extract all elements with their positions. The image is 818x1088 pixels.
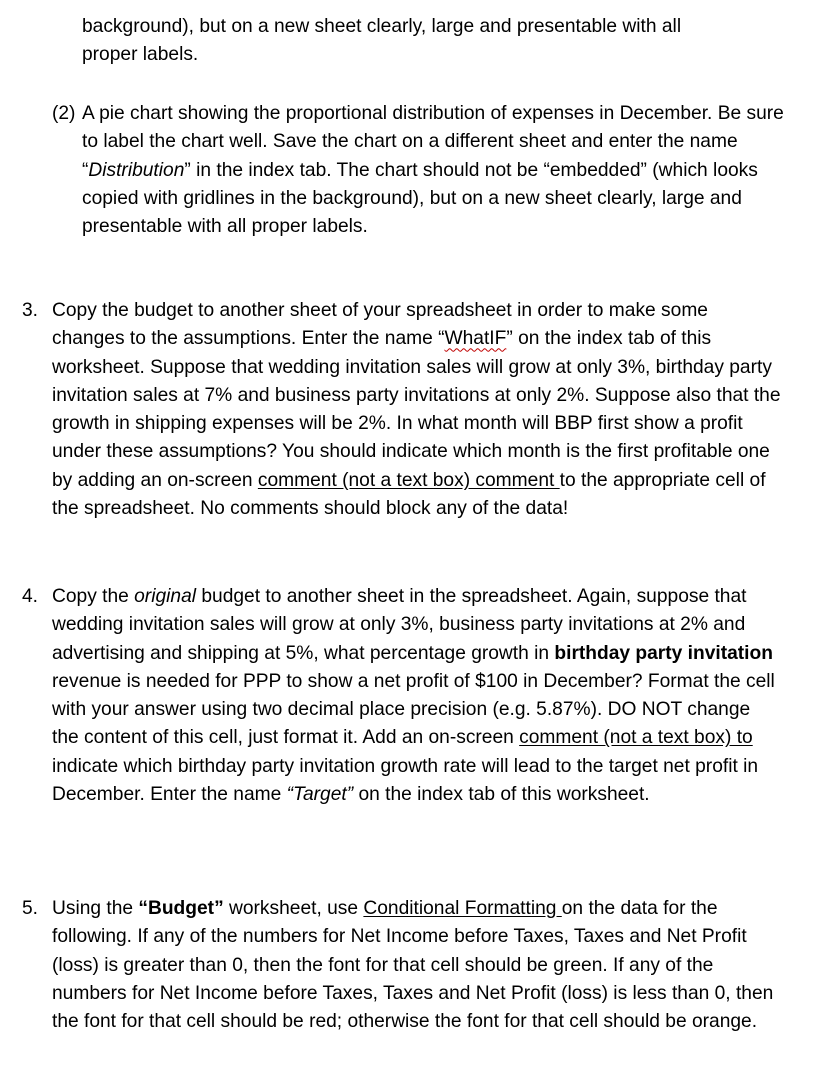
item-number: 4. bbox=[22, 586, 39, 607]
item3-text-1: Copy the budget to another sheet of your spreadsheet in order to make some changes to the assumptions. Enter the name “ bbox=[52, 300, 708, 350]
item5-text-3: on the data for the following. If any of the numbers for Net Income before Taxes, Taxes and Net Profit (loss) is greater than 0, then the font for that cell should be green. If any of the numbers for Net Income before Taxes, Taxes and Net Profit (loss) is less than 0, then the font for that cell should be red; otherwise the font for that cell should be orange. bbox=[52, 898, 774, 1033]
item-number: 5. bbox=[22, 898, 39, 919]
item4-text-1: Copy the bbox=[52, 586, 135, 607]
conditional-formatting-underlined: Conditional Formatting bbox=[363, 898, 562, 919]
item4-text-2: budget to another sheet in the spreadsheet. Again, suppose that wedding invitation sales will grow at only 3%, business party invitations at 2% and advertising and shipping at 5%, what percentage growth in bbox=[52, 586, 747, 664]
item5-text-2: worksheet, use bbox=[223, 898, 364, 919]
list-item-5 bbox=[22, 895, 782, 1036]
subitem-2 bbox=[52, 100, 792, 241]
item4-text-4: indicate which birthday party invitation growth rate will lead to the target net profit in December. Enter the name bbox=[52, 755, 759, 806]
item-body bbox=[22, 583, 782, 809]
list-item-3 bbox=[22, 297, 782, 523]
whatif-name: WhatIF bbox=[444, 328, 507, 350]
subitem-text-2: ” in the index tab. The chart should not be “embedded” (which looks copied with gridlines in the background), but on a new sheet clearly, large and presentable with all proper labels. bbox=[82, 159, 758, 238]
item3-text-2: ” on the index tab of this worksheet. Suppose that wedding invitation sales will grow at only 3%, birthday party invitation sales at 7% and business party invitations at only 2%. Suppose also that the growth in shipping expenses will be 2%. In what month will BBP first show a profit under these assumptions? You should indicate which month is the first profitable one by adding an on-screen bbox=[52, 328, 781, 491]
item-number: 3. bbox=[22, 300, 39, 321]
item3-text-3: to the appropriate cell of the spreadsheet. No comments should block any of the data! bbox=[52, 469, 766, 520]
subitem-body bbox=[52, 100, 792, 241]
original-italic: original bbox=[134, 586, 197, 607]
item-body bbox=[22, 297, 782, 523]
continuation-paragraph bbox=[82, 13, 782, 70]
item5-text-1: Using the bbox=[52, 898, 139, 919]
item-body bbox=[22, 895, 782, 1036]
subitem-text-1: A pie chart showing the proportional distribution of expenses in December. Be sure to label the chart well. Save the chart on a different sheet and enter the name “ bbox=[82, 103, 784, 181]
budget-bold: “Budget” bbox=[138, 898, 224, 919]
item4-text-3: revenue is needed for PPP to show a net profit of $100 in December? Format the cell with your answer using two decimal place precision (e.g. 5.87%). DO NOT change the content of this cell, just format it. Add an on-screen bbox=[52, 670, 775, 749]
item4-text-5: on the index tab of this worksheet. bbox=[353, 784, 650, 806]
target-name: “Target” bbox=[286, 784, 354, 806]
continuation-line-2: proper labels. bbox=[82, 44, 199, 66]
subitem-number: (2) bbox=[52, 103, 76, 124]
comment-underlined: comment (not a text box) comment bbox=[257, 469, 560, 491]
distribution-name: Distribution bbox=[88, 159, 185, 181]
continuation-line-1: background), but on a new sheet clearly, large and presentable with all bbox=[82, 16, 682, 37]
comment-underlined: comment (not a text box) to bbox=[519, 727, 753, 749]
birthday-bold: birthday party invitation bbox=[554, 642, 773, 664]
list-item-4 bbox=[22, 583, 782, 809]
